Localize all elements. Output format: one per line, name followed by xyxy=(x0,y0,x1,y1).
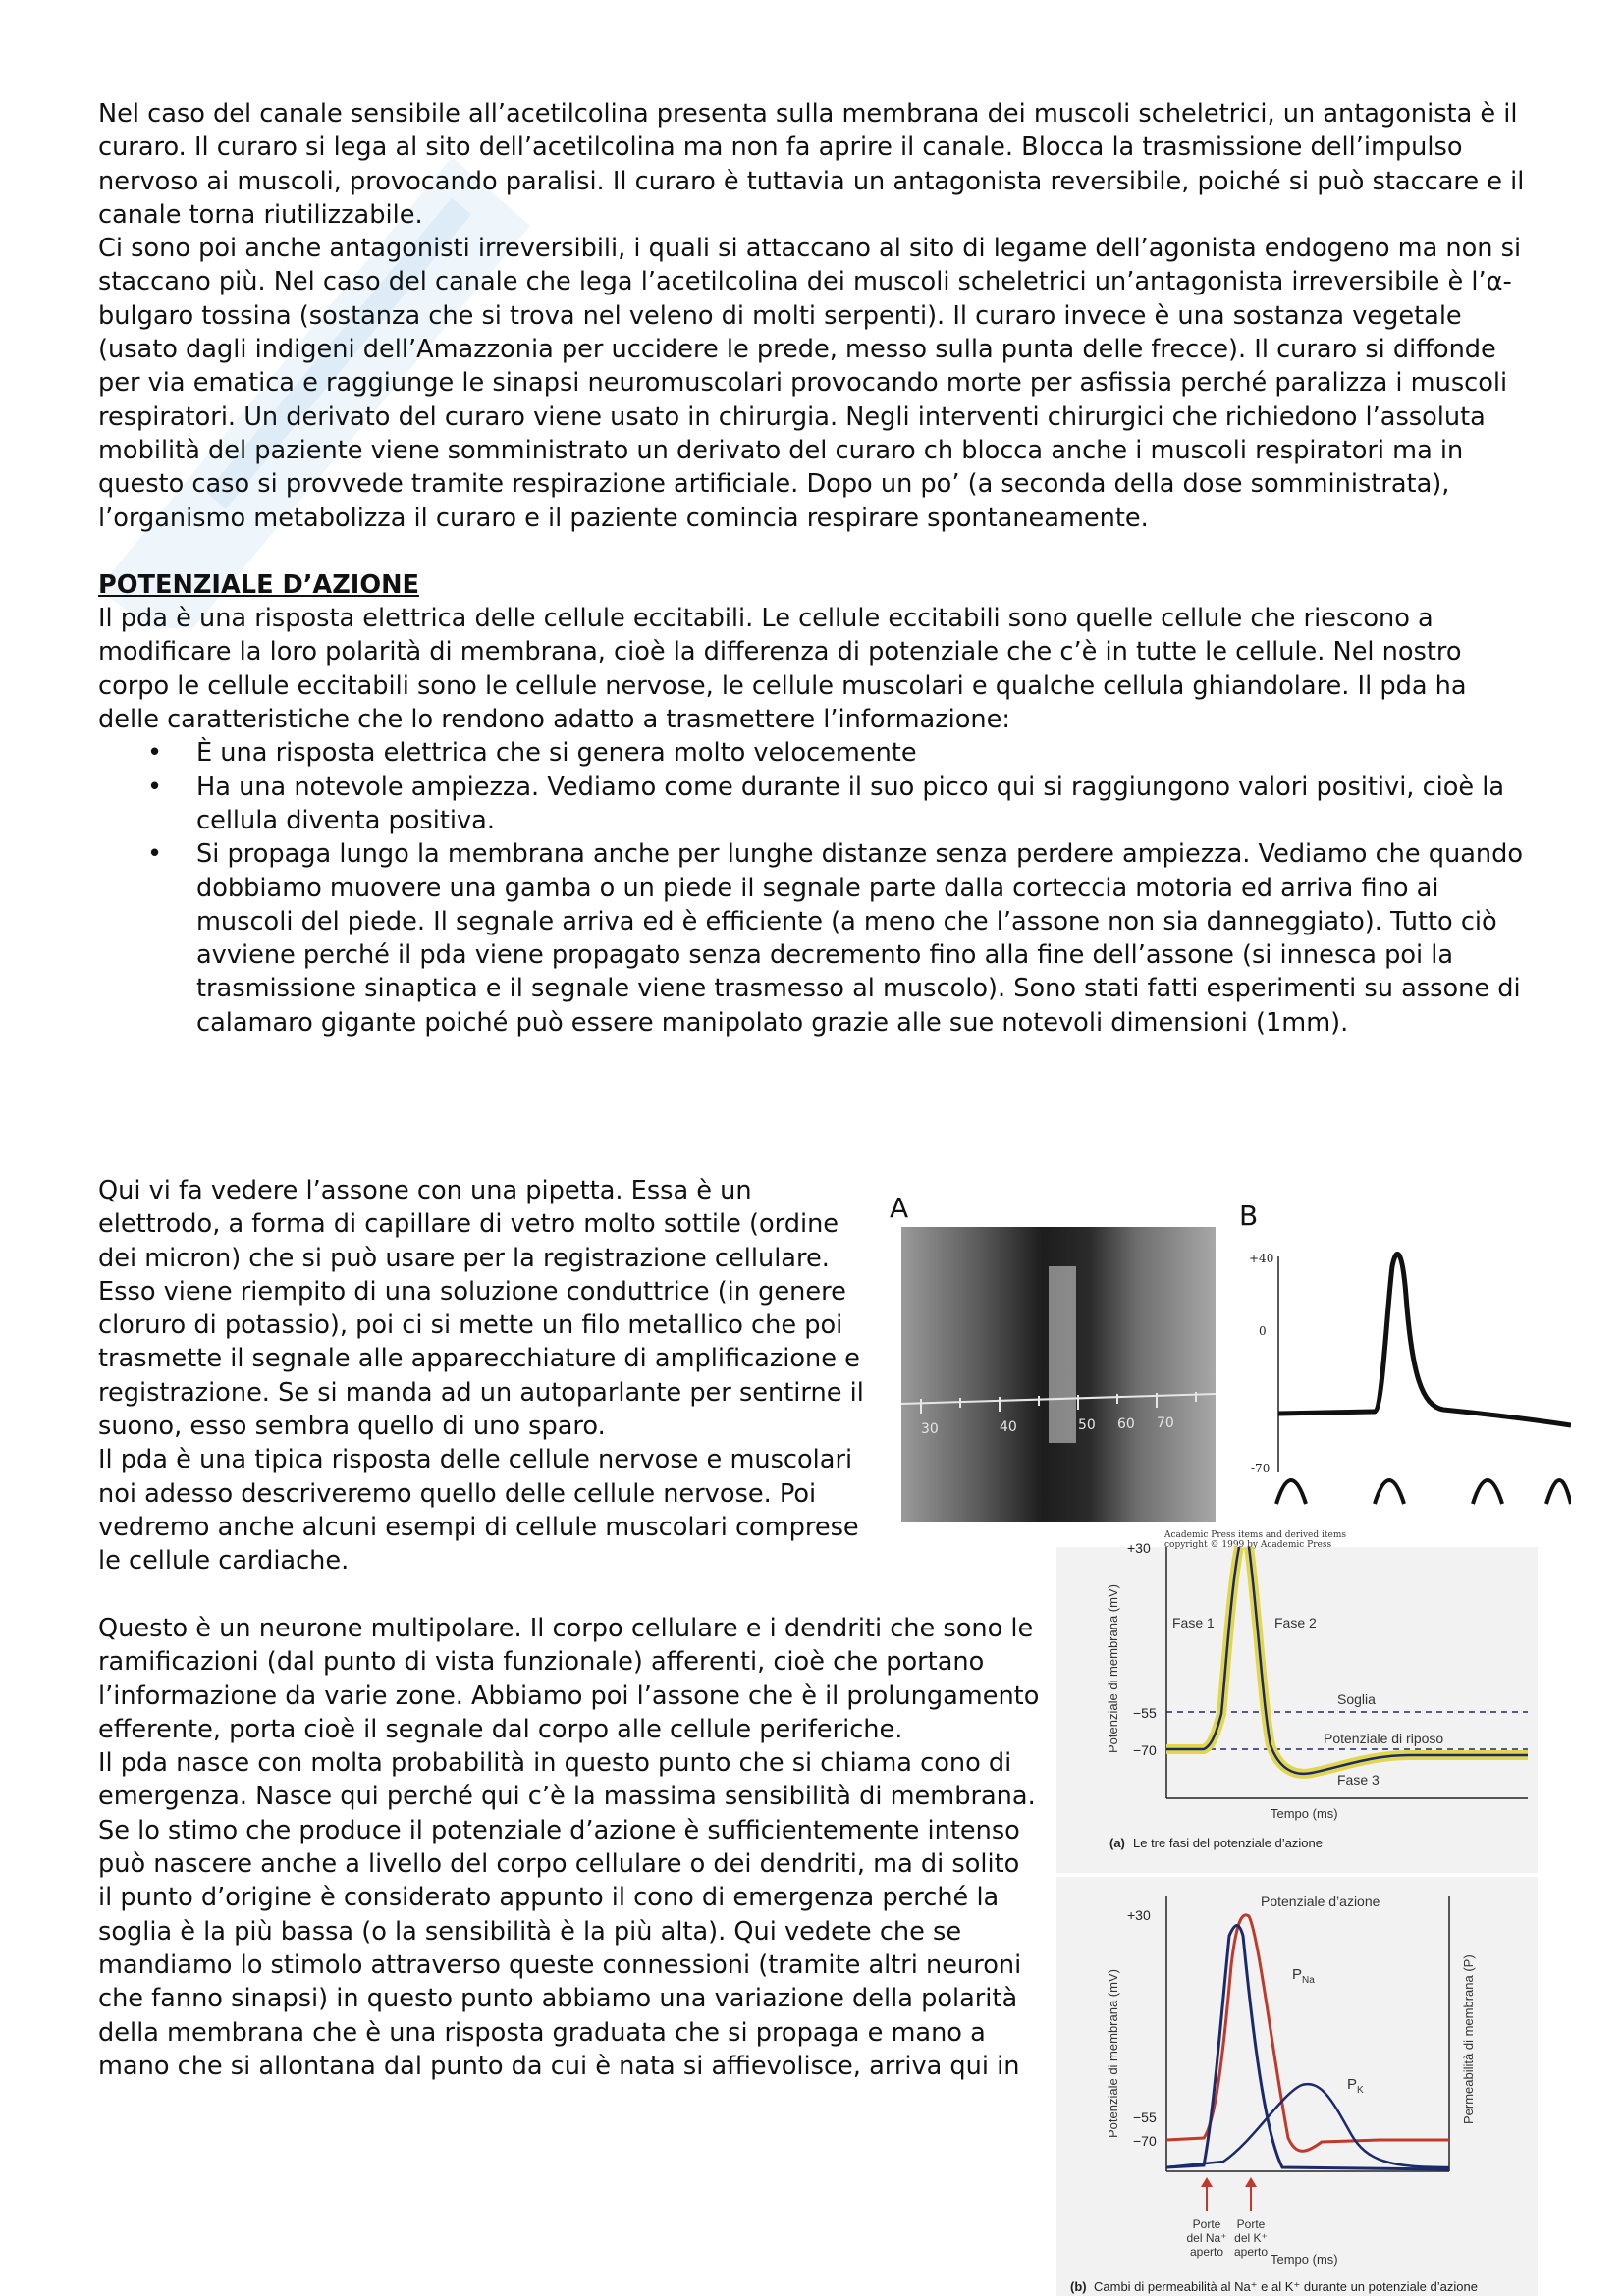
caption-tag: (a) xyxy=(1109,1836,1125,1850)
x-axis-label: Tempo (ms) xyxy=(1271,2252,1338,2267)
y-axis-right-label: Permeabilità di membrana (P) xyxy=(1461,1954,1476,2124)
x-axis-label: Tempo (ms) xyxy=(1271,1806,1338,1821)
pna-label: $P_{Na}$ xyxy=(1292,1966,1315,1986)
list-item: • È una risposta elettrica che si genera molto velocemente xyxy=(196,736,1532,770)
intro-paragraph-2: Ci sono poi anche antagonisti irreversibili, i quali si attaccano al sito di legame dell’agonista endogeno ma non si staccano più. Nel caso del canale che lega l’acetilcolina dei muscoli scheletrici un’antagonista irreversibile è l’α-bulgaro tossina (sostanza che si trova nel veleno di molti serpenti). Il curaro invece è una sostanza vegetale (usato dagli indigeni dell’Amazzonia per uccidere le prede, messo sulla punta delle frecce). Il curaro si diffonde per via ematica e raggiunge le sinapsi neuromuscolari provocando morte per asfissia perché paralizza i muscoli respiratori. Un derivato del curaro viene usato in chirurgia. Negli interventi chirurgici che richiedono l’assoluta mobilità del paziente viene somministrato un derivato del curaro ch blocca anche i muscoli respiratori ma in questo caso si provvede tramite respirazione artificiale. Dopo un po’ (a seconda della dose somministrata), l’organismo metabolizza il curaro e il paziente comincia respirare spontaneamente. xyxy=(98,234,1522,533)
tick-label: −70 xyxy=(1133,2133,1157,2149)
section-paragraph-3: Il pda è una tipica risposta delle cellule nervose e muscolari noi adesso descriveremo quello delle cellule nervose. Poi vedremo anche alcuni esempi di cellule muscolari comprese le cellule cardiache. xyxy=(98,1445,859,1576)
list-item: • Ha una notevole ampiezza. Vediamo come durante il suo picco qui si raggiungono valori positivi, cioè la cellula diventa positiva. xyxy=(196,771,1532,838)
action-potential-label: Potenziale d’azione xyxy=(1261,1894,1380,1909)
action-potential-trace xyxy=(1278,1255,1571,1425)
figure-a-axon-photo xyxy=(901,1227,1216,1522)
phase-3-label: Fase 3 xyxy=(1337,1772,1380,1788)
side-text-block-2 xyxy=(98,1612,1041,2083)
list-item: • Si propaga lungo la membrana anche per lunghe distanze senza perdere ampiezza. Vediamo che quando dobbiamo muovere una gamba o un piede il segnale parte dalla corteccia motoria ed arriva fino ai muscoli del piede. Il segnale arriva ed è efficiente (a meno che l’assone non sia danneggiato). Tutto ciò avviene perché il pda viene propagato senza decremento fino alla fine dell’assone (si innesca poi la trasmissione sinaptica e il segnale viene trasmesso al muscolo). Sono stati fatti esperimenti su assone di calamaro gigante poiché può essere manipolato grazie alle sue notevoli dimensioni (1mm). xyxy=(196,837,1532,1040)
tick-label: +30 xyxy=(1127,1907,1151,1923)
section-heading: POTENZIALE D’AZIONE xyxy=(98,569,419,600)
timing-marks xyxy=(1276,1480,1571,1504)
section-paragraph-4: Questo è un neurone multipolare. Il corpo cellulare e i dendriti che sono le ramificazioni (dal punto di vista funzionale) afferenti, cioè che portano l’informazione da varie zone. Abbiamo poi l’assone che è il prolungamento efferente, porta cioè il segnale dal corpo alle cellule periferiche. xyxy=(98,1614,1040,1744)
main-text-block xyxy=(98,97,1532,1040)
caption-tag: (b) xyxy=(1070,2279,1087,2294)
pk-label: $P_K$ xyxy=(1347,2076,1364,2096)
y-axis-label: Potenziale di membrana (mV) xyxy=(1106,1969,1120,2138)
figure-a-label: A xyxy=(890,1192,909,1224)
scale-label: 30 xyxy=(921,1421,939,1437)
section-paragraph-5: Il pda nasce con molta probabilità in questo punto che si chiama cono di emergenza. Nasce qui perché qui c’è la massima sensibilità di membrana. Se lo stimo che produce il potenziale d’azione è sufficientemente intenso può nascere anche a livello del corpo cellulare o dei dendriti, ma di solito il punto d’origine è considerato appunto il cono di emergenza perché la soglia è la più bassa (o la sensibilità è la più alta). Qui vedete che se mandiamo lo stimolo attraverso queste connessioni (tramite altri neuroni che fanno sinapsi) in questo punto abbiamo una variazione della polarità della membrana che è una risposta graduata che si propaga e mano a mano che si allontana dal punto da cui è nata si affievolisce, arriva qui in xyxy=(98,1748,1036,2081)
scale-label: 40 xyxy=(1000,1419,1017,1435)
tick-label: −55 xyxy=(1133,1705,1157,1721)
scale-label: 50 xyxy=(1078,1417,1096,1433)
tick-label: +40 xyxy=(1249,1252,1274,1265)
credit-text: copyright © 1999 by Academic Press xyxy=(1164,1540,1332,1550)
figure-c-phases-chart xyxy=(1056,1527,1538,1873)
section-paragraph-2: Qui vi fa vedere l’assone con una pipetta. Essa è un elettrodo, a forma di capillare di vetro molto sottile (ordine dei micron) che si può usare per la registrazione cellulare. Esso viene riempito di una soluzione conduttrice (in genere cloruro di potassio), poi ci si mette un filo metallico che poi trasmette il segnale alle apparecchiature di amplificazione e registrazione. Se si manda ad un autoparlante per sentirne il suono, esso sembra quello di uno sparo. xyxy=(98,1176,864,1442)
scale-label: 70 xyxy=(1157,1415,1174,1431)
na-gate-label: Porte xyxy=(1192,2217,1221,2231)
na-gate-label: del Na⁺ xyxy=(1186,2231,1227,2245)
figure-d-permeability-chart xyxy=(1056,1877,1538,2296)
tick-label: −55 xyxy=(1133,2109,1157,2125)
intro-paragraph-1: Nel caso del canale sensibile all’acetilcolina presenta sulla membrana dei muscoli scheletrici, un antagonista è il curaro. Il curaro si lega al sito dell’acetilcolina ma non fa aprire il canale. Blocca la trasmissione dell’impulso nervoso ai muscoli, provocando paralisi. Il curaro è tuttavia un antagonista reversibile, poiché si può staccare e il canale torna riutilizzabile. xyxy=(98,99,1525,230)
k-gate-label: del K⁺ xyxy=(1234,2231,1268,2245)
rest-label: Potenziale di riposo xyxy=(1324,1731,1444,1746)
tick-label: -70 xyxy=(1251,1462,1271,1475)
characteristics-list xyxy=(98,736,1532,1040)
tick-label: −70 xyxy=(1133,1742,1157,1758)
scale-label: 60 xyxy=(1117,1416,1135,1432)
section-paragraph-1: Il pda è una risposta elettrica delle cellule eccitabili. Le cellule eccitabili sono quelle cellule che riescono a modificare la loro polarità di membrana, cioè la differenza di potenziale che c’è in tutte le cellule. Nel nostro corpo le cellule eccitabili sono le cellule nervose, le cellule muscolari e qualche cellula ghiandolare. Il pda ha delle caratteristiche che lo rendono adatto a trasmettere l’informazione: xyxy=(98,604,1467,735)
tick-label: +30 xyxy=(1127,1540,1151,1556)
phase-1-label: Fase 1 xyxy=(1172,1615,1215,1630)
tick-label: 0 xyxy=(1259,1324,1267,1338)
na-gate-label: aperto xyxy=(1189,2245,1224,2259)
side-text-block xyxy=(98,1174,864,1578)
threshold-label: Soglia xyxy=(1337,1691,1376,1707)
k-gate-label: Porte xyxy=(1236,2217,1266,2231)
k-gate-label: aperto xyxy=(1233,2245,1269,2259)
phase-2-label: Fase 2 xyxy=(1274,1615,1317,1630)
figure-b-label: B xyxy=(1239,1200,1259,1232)
figure-caption: Le tre fasi del potenziale d’azione xyxy=(1133,1836,1323,1850)
y-axis-label: Potenziale di membrana (mV) xyxy=(1106,1584,1120,1753)
figure-b-recording xyxy=(1247,1237,1571,1512)
credit-text: Academic Press items and derived items xyxy=(1164,1530,1346,1540)
figure-caption: Cambi di permeabilità al Na⁺ e al K⁺ durante un potenziale d’azione xyxy=(1094,2279,1478,2294)
